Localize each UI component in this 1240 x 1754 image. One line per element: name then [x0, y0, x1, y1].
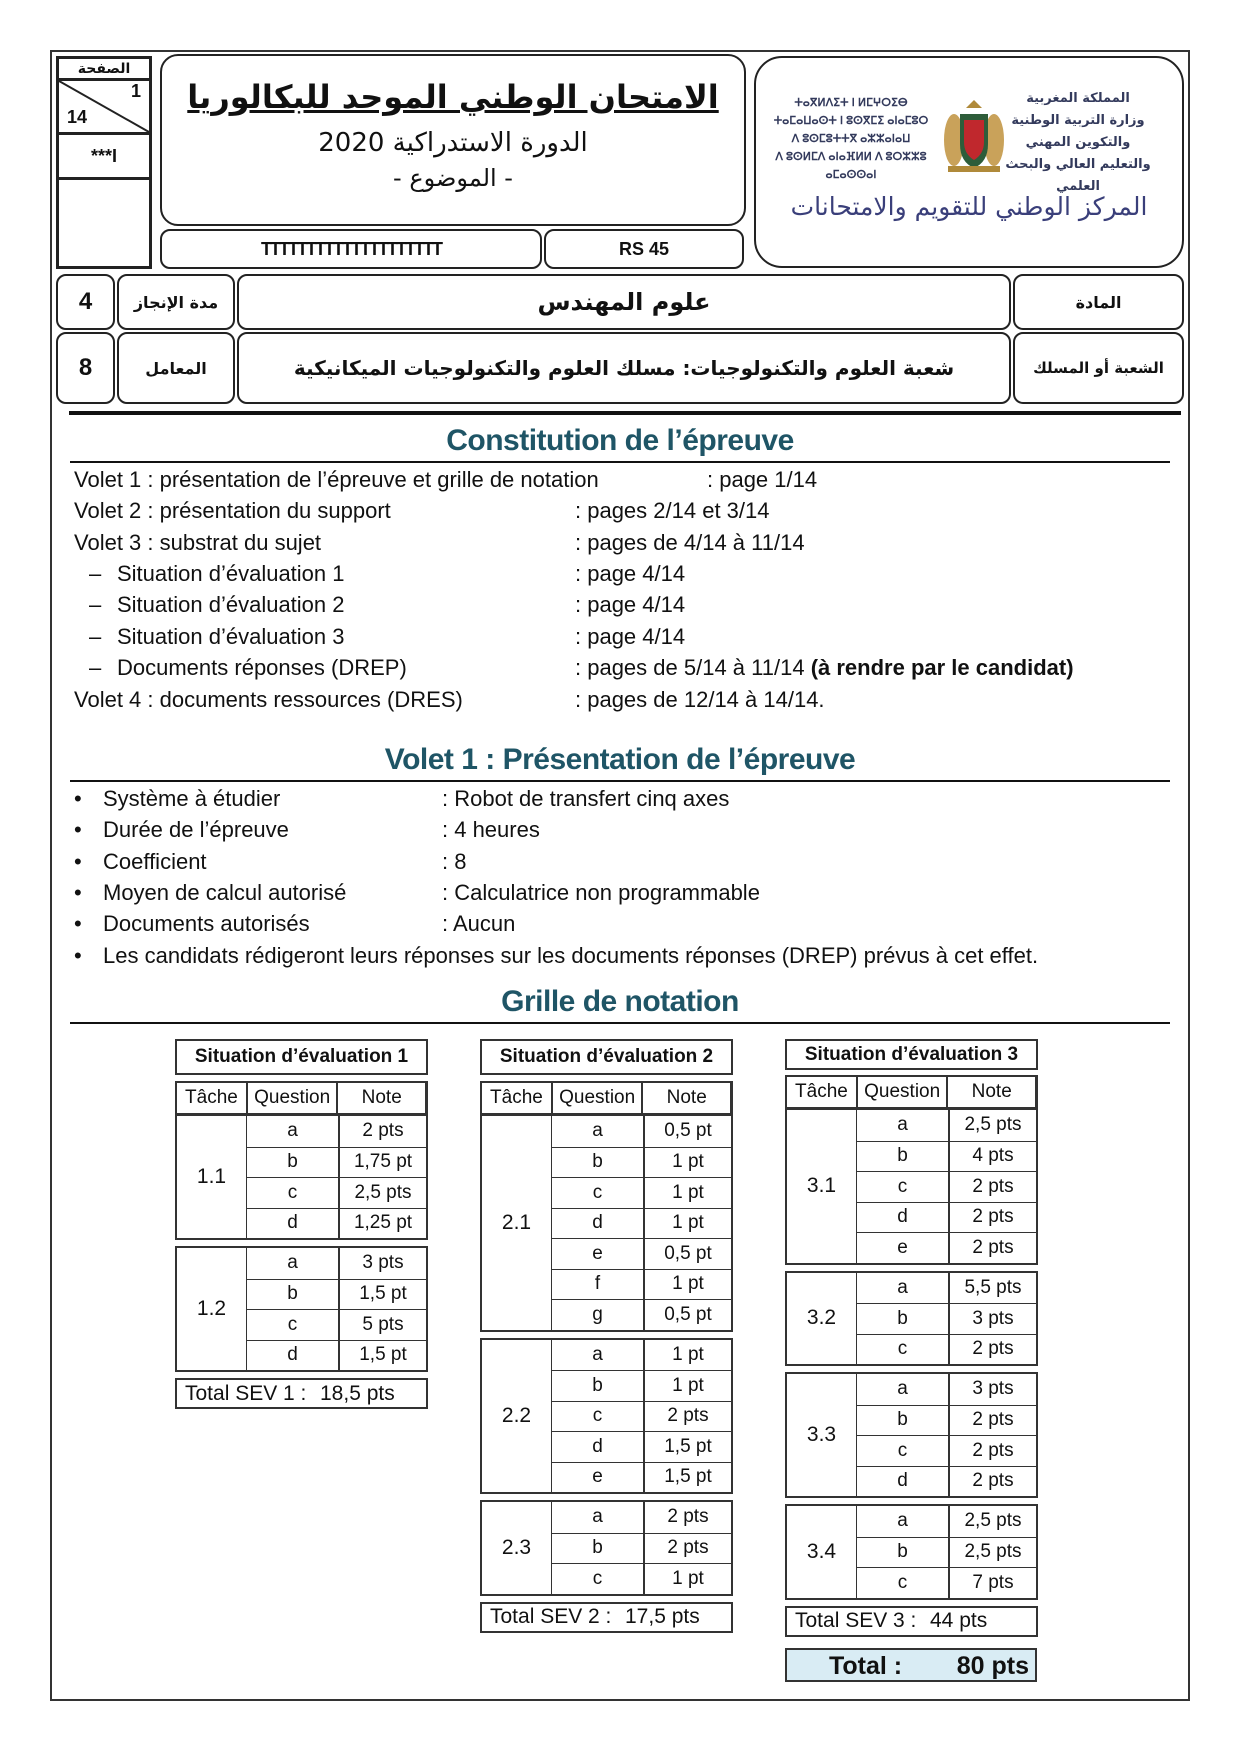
total-label: Total SEV 1 : [185, 1381, 307, 1405]
table-row [247, 1208, 426, 1239]
presentation-label: Les candidats rédigeront leurs réponses sur les documents réponses (DREP) prévus à cet effet. [103, 942, 1039, 968]
presentation-label: Coefficient [103, 848, 207, 874]
question-letter: b [857, 1537, 949, 1568]
question-note: 1,5 pt [644, 1431, 731, 1462]
task-id: 3.3 [787, 1374, 857, 1496]
question-note: 2,5 pts [949, 1537, 1036, 1568]
question-letter: a [857, 1110, 949, 1141]
table-row [552, 1238, 731, 1269]
table-total [785, 1606, 1038, 1637]
table-row [857, 1232, 1036, 1263]
coef-value: 8 [56, 332, 115, 404]
session: الدورة الاستدراكية 2020 [318, 128, 588, 158]
question-note: 2 pts [949, 1405, 1036, 1436]
table-row [552, 1533, 731, 1564]
table-row [857, 1171, 1036, 1202]
question-letter: b [857, 1405, 949, 1436]
question-note: 2,5 pts [949, 1110, 1036, 1141]
question-note: 1 pt [644, 1370, 731, 1401]
question-letter: d [857, 1466, 949, 1497]
constitution-label: Volet 1 : présentation de l’épreuve et grille de notation [74, 467, 599, 492]
table-row [247, 1279, 426, 1310]
constitution-label: Documents réponses (DREP) [117, 655, 407, 680]
table-row [857, 1506, 1036, 1537]
table-row [552, 1401, 731, 1432]
grading-table-1 [175, 1039, 428, 1409]
column-header: Note [947, 1077, 1036, 1108]
question-note: 1 pt [644, 1147, 731, 1178]
constitution-label: Volet 4 : documents ressources (DRES) [74, 687, 463, 712]
column-header: Tâche [482, 1083, 552, 1114]
dash-marker: – [89, 561, 102, 586]
question-rows [247, 1248, 426, 1370]
question-letter: g [552, 1299, 644, 1330]
question-rows [552, 1340, 731, 1493]
task-id: 2.1 [482, 1116, 552, 1330]
question-note: 1 pt [644, 1208, 731, 1239]
table-row [857, 1405, 1036, 1436]
task-group [175, 1246, 428, 1372]
question-letter: b [552, 1147, 644, 1178]
table-row [857, 1202, 1036, 1233]
bullet-icon: • [74, 879, 82, 905]
question-letter: c [857, 1567, 949, 1598]
table-row [857, 1110, 1036, 1141]
presentation-label: Système à étudier [103, 786, 281, 811]
table-row [247, 1116, 426, 1147]
question-note: 2,5 pts [339, 1177, 426, 1208]
constitution-value [707, 467, 817, 493]
column-header: Question [247, 1083, 338, 1114]
table-row [552, 1431, 731, 1462]
question-note: 1 pt [644, 1269, 731, 1300]
table-row [857, 1334, 1036, 1365]
grading-table-2 [480, 1039, 733, 1633]
question-note: 2 pts [644, 1502, 731, 1533]
subject-field-label: المادة [1013, 274, 1184, 330]
question-letter: d [247, 1340, 339, 1371]
total-label: Total SEV 3 : [795, 1609, 917, 1632]
grading-table-3 [785, 1039, 1038, 1637]
presentation-label: Moyen de calcul autorisé [103, 879, 347, 905]
table-total [175, 1378, 428, 1409]
table-row [857, 1141, 1036, 1172]
task-id: 2.2 [482, 1340, 552, 1493]
dash-marker: – [89, 624, 102, 649]
question-note: 2 pts [644, 1401, 731, 1432]
table-row [857, 1374, 1036, 1405]
page-label: الصفحة [59, 59, 149, 81]
bullet-icon: • [74, 817, 82, 843]
question-note: 5 pts [339, 1309, 426, 1340]
table-row [857, 1567, 1036, 1598]
question-note: 2,5 pts [949, 1506, 1036, 1537]
grand-total-label: Total : [829, 1652, 903, 1680]
question-note: 1,5 pt [644, 1462, 731, 1493]
bullet-icon: • [74, 786, 82, 811]
table-row [857, 1435, 1036, 1466]
question-note: 1 pt [644, 1563, 731, 1594]
column-header: Tâche [787, 1077, 857, 1108]
page-fraction [59, 81, 149, 135]
question-note: 3 pts [339, 1248, 426, 1279]
question-note: 2 pts [949, 1466, 1036, 1497]
bullet-icon: • [74, 942, 82, 968]
question-letter: d [857, 1202, 949, 1233]
bullet-icon: • [74, 911, 82, 937]
task-id: 3.2 [787, 1273, 857, 1365]
code-mark: ***I [59, 135, 149, 180]
table-row [247, 1309, 426, 1340]
question-letter: d [552, 1431, 644, 1462]
code-box [544, 229, 744, 269]
task-group [480, 1114, 733, 1332]
question-note: 3 pts [949, 1303, 1036, 1334]
constitution-divider [70, 461, 1170, 463]
table-row [552, 1299, 731, 1330]
constitution-value-text: : page 4/14 [575, 624, 686, 649]
question-note: 4 pts [949, 1141, 1036, 1172]
task-group [785, 1504, 1038, 1600]
branch-label: الشعبة أو المسلك [1013, 332, 1184, 404]
task-id: 1.2 [177, 1248, 247, 1370]
question-letter: e [552, 1462, 644, 1493]
constitution-value-text: : pages 2/14 et 3/14 [575, 498, 770, 523]
center-name: المركز الوطني للتقويم والامتحانات [790, 192, 1148, 221]
question-rows [857, 1374, 1036, 1496]
task-group [785, 1108, 1038, 1265]
presentation-value: : 8 [442, 848, 467, 874]
presentation-label: Documents autorisés [103, 911, 310, 937]
question-letter: c [552, 1177, 644, 1208]
column-header: Question [552, 1083, 643, 1114]
constitution-value-text: : page 1/14 [707, 467, 818, 492]
question-note: 2 pts [339, 1116, 426, 1147]
total-value: 18,5 pts [320, 1381, 395, 1405]
grand-total-value: 80 pts [956, 1652, 1029, 1680]
table-row [247, 1340, 426, 1371]
question-letter: a [857, 1374, 949, 1405]
constitution-value [575, 561, 685, 587]
duration-value: 4 [56, 274, 115, 330]
table-row [552, 1502, 731, 1533]
question-letter: e [857, 1232, 949, 1263]
column-header: Note [337, 1083, 426, 1114]
question-rows [857, 1273, 1036, 1365]
task-id: 3.4 [787, 1506, 857, 1598]
exam-title: الامتحان الوطني الموحد للبكالوريا [187, 78, 719, 116]
column-header: Question [857, 1077, 948, 1108]
question-letter: a [857, 1273, 949, 1304]
constitution-value [575, 687, 825, 713]
question-note: 0,5 pt [644, 1116, 731, 1147]
dash-marker: – [89, 655, 102, 680]
question-note: 2 pts [949, 1334, 1036, 1365]
question-letter: a [552, 1340, 644, 1371]
constitution-value [575, 498, 770, 524]
question-letter: d [247, 1208, 339, 1239]
institution-logo [754, 56, 1184, 268]
constitution-value [575, 592, 685, 618]
bullet-icon: • [74, 848, 82, 874]
grand-total [785, 1648, 1037, 1682]
constitution-value-text: : page 4/14 [575, 592, 686, 617]
task-id: 1.1 [177, 1116, 247, 1238]
constitution-value-note: (à rendre par le candidat) [810, 655, 1074, 680]
tifinagh-lettering: ⵜⴰⴳⵍⴷⵉⵜ ⵏ ⵍⵎⵖⵔⵉⴱ ⵜⴰⵎⴰⵡⴰⵙⵜ ⵏ ⵓⵙⴳⵎⵉ ⴰⵏⴰⵎⵓⵔ ⴷ ⵓⵙⵎⵓⵜⵜⴳ ⴰⵣⵣⴰⵏⴰⵡ ⴷ ⵓⵙⵍⵎⴷ ⴰⵏⴰⴼⵍⵍ ⴷ ⵓⵔⵣⵣⵓ ⴰⵎⴰⵙⵙⴰⵏ [773, 97, 929, 181]
total-value: 44 pts [930, 1609, 988, 1632]
table-title: Situation d’évaluation 3 [785, 1039, 1038, 1070]
question-letter: d [552, 1208, 644, 1239]
question-letter: c [247, 1309, 339, 1340]
table-header-row [480, 1081, 733, 1114]
table-row [552, 1116, 731, 1147]
grille-divider [70, 1022, 1170, 1024]
constitution-value [575, 624, 685, 650]
question-rows [552, 1502, 731, 1594]
question-letter: b [857, 1141, 949, 1172]
question-rows [857, 1110, 1036, 1263]
constitution-label: Situation d’évaluation 3 [117, 624, 345, 649]
question-note: 1,75 pt [339, 1147, 426, 1178]
task-group [785, 1372, 1038, 1498]
table-row [247, 1147, 426, 1178]
question-note: 5,5 pts [949, 1273, 1036, 1304]
question-rows [857, 1506, 1036, 1598]
question-note: 2 pts [949, 1435, 1036, 1466]
question-letter: b [857, 1303, 949, 1334]
question-note: 1,5 pt [339, 1340, 426, 1371]
question-note: 3 pts [949, 1374, 1036, 1405]
question-note: 1,25 pt [339, 1208, 426, 1239]
presentation-value: : 4 heures [442, 817, 540, 843]
constitution-label: Situation d’évaluation 2 [117, 592, 345, 617]
subject-label: - الموضوع - [393, 164, 513, 192]
question-note: 1,5 pt [339, 1279, 426, 1310]
ministry-lettering: المملكة المغربية وزارة التربية الوطنية والتكوين المهني والتعليم العالي والبحث العلمي [1005, 91, 1151, 194]
table-row [857, 1537, 1036, 1568]
grille-title: Grille de notation [501, 985, 739, 1018]
total-value: 17,5 pts [625, 1605, 700, 1628]
question-letter: a [552, 1502, 644, 1533]
question-letter: a [247, 1116, 339, 1147]
question-note: 2 pts [949, 1171, 1036, 1202]
presentation-value: : Aucun [442, 911, 516, 937]
question-letter: b [247, 1147, 339, 1178]
duration-label: مدة الإنجاز [117, 274, 235, 330]
table-row [552, 1340, 731, 1371]
table-row [857, 1273, 1036, 1304]
exam-code: RS 45 [618, 238, 670, 259]
presentation-value: : Calculatrice non programmable [442, 879, 760, 905]
table-row [552, 1370, 731, 1401]
question-letter: c [552, 1563, 644, 1594]
question-letter: e [552, 1238, 644, 1269]
constitution-value-text: : pages de 4/14 à 11/14 [575, 530, 805, 555]
presentation-title: Volet 1 : Présentation de l’épreuve [384, 743, 856, 776]
dash-marker: – [89, 592, 102, 617]
table-title: Situation d’évaluation 1 [175, 1039, 428, 1075]
constitution-value-text: : pages de 12/14 à 14/14. [575, 687, 825, 712]
question-letter: a [247, 1248, 339, 1279]
branch-value: شعبة العلوم والتكنولوجيات: مسلك العلوم والتكنولوجيات الميكانيكية [237, 332, 1011, 404]
question-letter: b [552, 1370, 644, 1401]
task-group [785, 1271, 1038, 1367]
question-note: 0,5 pt [644, 1299, 731, 1330]
table-row [552, 1269, 731, 1300]
question-note: 2 pts [644, 1533, 731, 1564]
presentation-value: : Robot de transfert cinq axes [442, 786, 730, 811]
question-letter: c [857, 1435, 949, 1466]
header-divider [69, 411, 1181, 415]
question-rows [247, 1116, 426, 1238]
question-note: 0,5 pt [644, 1238, 731, 1269]
table-title: Situation d’évaluation 2 [480, 1039, 733, 1075]
constitution-value-text: : page 4/14 [575, 561, 686, 586]
column-header: Note [642, 1083, 731, 1114]
table-row [857, 1466, 1036, 1497]
table-row [247, 1177, 426, 1208]
question-letter: f [552, 1269, 644, 1300]
question-letter: c [247, 1177, 339, 1208]
page-total: 14 [67, 107, 88, 127]
task-group [480, 1500, 733, 1596]
constitution-value [575, 530, 805, 556]
barcode-box [160, 229, 542, 269]
table-row [552, 1208, 731, 1239]
question-note: 2 pts [949, 1232, 1036, 1263]
question-letter: b [552, 1533, 644, 1564]
question-rows [552, 1116, 731, 1330]
exam-title-box [160, 54, 746, 226]
question-letter: c [552, 1401, 644, 1432]
presentation-divider [70, 780, 1170, 782]
question-letter: b [247, 1279, 339, 1310]
question-note: 1 pt [644, 1177, 731, 1208]
constitution-value [575, 655, 1074, 681]
task-id: 2.3 [482, 1502, 552, 1594]
constitution-title: Constitution de l’épreuve [446, 424, 794, 457]
table-row [552, 1563, 731, 1594]
column-header: Tâche [177, 1083, 247, 1114]
constitution-label: Situation d’évaluation 1 [117, 561, 345, 586]
task-group [480, 1338, 733, 1495]
task-id: 3.1 [787, 1110, 857, 1263]
constitution-label: Volet 2 : présentation du support [74, 498, 391, 523]
constitution-label: Volet 3 : substrat du sujet [74, 530, 322, 555]
table-header-row [175, 1081, 428, 1114]
barcode-text: TTTTTTTTTTTTTTTTTTTT [261, 238, 441, 259]
page-number-box [56, 56, 152, 269]
question-note: 1 pt [644, 1340, 731, 1371]
subject-value: علوم المهندس [237, 274, 1011, 330]
task-group [175, 1114, 428, 1240]
table-total [480, 1602, 733, 1633]
question-note: 7 pts [949, 1567, 1036, 1598]
presentation-label: Durée de l’épreuve [103, 817, 289, 843]
total-label: Total SEV 2 : [490, 1605, 612, 1628]
coef-label: المعامل [117, 332, 235, 404]
table-row [857, 1303, 1036, 1334]
constitution-value-text: : pages de 5/14 à 11/14 [575, 655, 811, 680]
question-letter: a [857, 1506, 949, 1537]
question-letter: c [857, 1171, 949, 1202]
table-header-row [785, 1075, 1038, 1108]
question-letter: c [857, 1334, 949, 1365]
table-row [552, 1177, 731, 1208]
question-note: 2 pts [949, 1202, 1036, 1233]
table-row [247, 1248, 426, 1279]
table-row [552, 1462, 731, 1493]
table-row [552, 1147, 731, 1178]
question-letter: a [552, 1116, 644, 1147]
page-current: 1 [130, 81, 141, 101]
